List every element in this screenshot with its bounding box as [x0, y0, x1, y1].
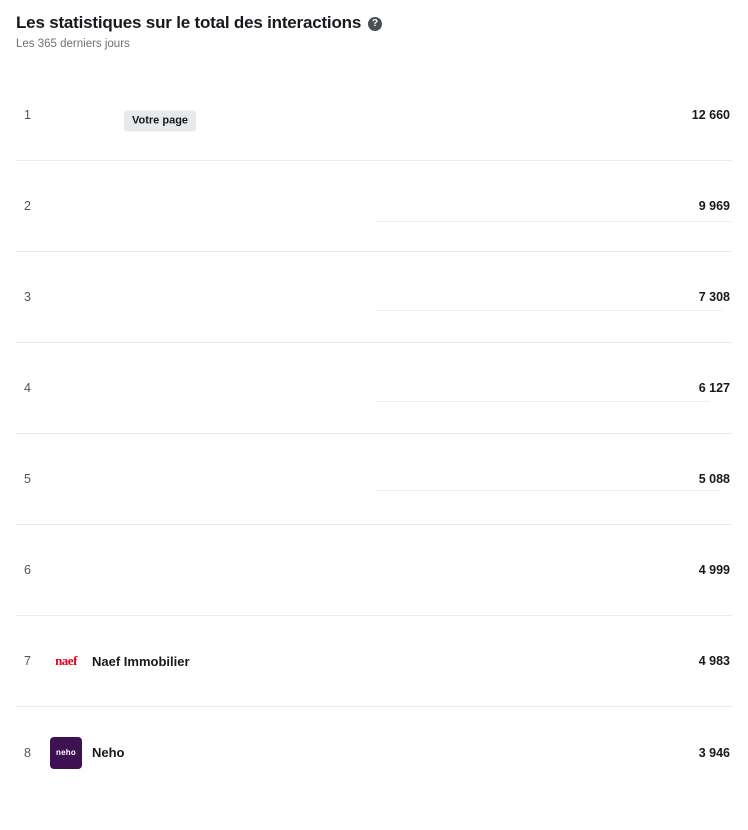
row-rank: 8 — [24, 745, 31, 760]
table-row[interactable] — [16, 616, 732, 707]
entity-name: Neho — [92, 745, 125, 760]
table-row[interactable] — [16, 434, 732, 525]
panel-header — [0, 0, 748, 52]
panel-subtitle: Les 365 derniers jours — [16, 38, 130, 50]
row-value: 12 660 — [691, 108, 730, 122]
row-value: 7 308 — [698, 290, 730, 304]
row-rank: 6 — [24, 563, 31, 577]
row-rank: 1 — [24, 108, 31, 122]
entity-logo — [50, 190, 82, 222]
row-entity — [50, 463, 699, 495]
entity-logo — [50, 463, 82, 495]
entity-logo — [50, 99, 82, 131]
row-value: 6 127 — [698, 381, 730, 395]
table-row[interactable] — [16, 70, 732, 161]
entity-logo — [50, 281, 82, 313]
row-value: 9 969 — [698, 199, 730, 213]
ranking-list — [0, 70, 748, 798]
entity-logo: neho — [50, 737, 82, 769]
row-rank: 5 — [24, 472, 31, 486]
entity-logo: naef — [50, 645, 82, 677]
table-row[interactable] — [16, 252, 732, 343]
status-badge: Votre page — [124, 111, 196, 132]
table-row[interactable] — [16, 707, 732, 798]
table-row[interactable] — [16, 343, 732, 434]
row-entity — [50, 190, 699, 222]
help-icon[interactable]: ? — [368, 17, 382, 31]
row-value: 5 088 — [698, 472, 730, 486]
row-value: 4 983 — [698, 654, 730, 668]
row-entity — [50, 645, 699, 677]
row-entity — [50, 554, 699, 586]
entity-logo — [50, 554, 82, 586]
row-entity — [50, 281, 699, 313]
entity-logo — [50, 372, 82, 404]
row-value: 3 946 — [698, 745, 730, 760]
page-title: Les statistiques sur le total des interactions — [16, 13, 362, 32]
entity-name: Naef Immobilier — [92, 653, 190, 669]
table-row[interactable] — [16, 161, 732, 252]
row-entity — [50, 372, 699, 404]
row-rank: 3 — [24, 290, 31, 304]
row-value: 4 999 — [698, 563, 730, 577]
title-row — [16, 12, 732, 34]
row-rank: 7 — [24, 654, 31, 668]
row-entity — [50, 737, 699, 769]
row-rank: 4 — [24, 381, 31, 395]
table-row[interactable] — [16, 525, 732, 616]
row-rank: 2 — [24, 199, 31, 213]
badge-wrapper — [124, 111, 196, 132]
